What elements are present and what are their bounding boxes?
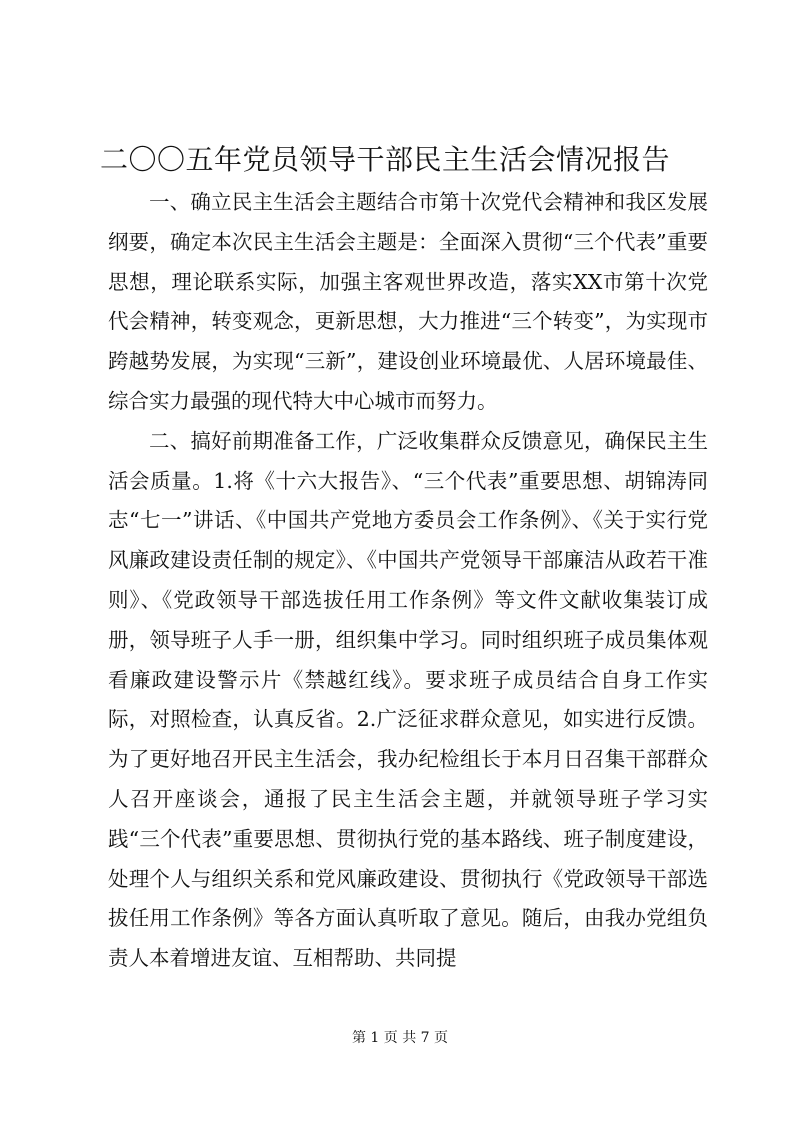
document-body xyxy=(108,183,708,979)
page-title: 二〇〇五年党员领导干部民主生活会情况报告 xyxy=(100,143,671,176)
page-footer: 第 1 页 共 7 页 xyxy=(351,1030,449,1046)
paragraph-theme: 一、确立民主生活会主题结合市第十次党代会精神和我区发展纲要，确定本次民主生活会主题是：全面深入贯彻“三个代表”重要思想，理论联系实际，加强主客观世界改造，落实XX市第十次党代会精神，转变观念，更新思想，大力推进“三个转变”，为实现市跨越势发展，为实现“三新”，建设创业环境最优、人居环境最佳、综合实力最强的现代特大中心城市而努力。 xyxy=(108,190,708,413)
paragraph-preparation: 二、搞好前期准备工作，广泛收集群众反馈意见，确保民主生活会质量。1.将《十六大报告》、“三个代表”重要思想、胡锦涛同志“七一”讲话、《中国共产党地方委员会工作条例》、《关于实行党风廉政建设责任制的规定》、《中国共产党领导干部廉洁从政若干准则》、《党政领导干部选拔任用工作条例》等文件文献收集装订成册，领导班子人手一册，组织集中学习。同时组织班子成员集体观看廉政建设警示片《禁越红线》。要求班子成员结合自身工作实际，对照检查，认真反省。2.广泛征求群众意见，如实进行反馈。为了更好地召开民主生活会，我办纪检组长于本月日召集干部群众人召开座谈会，通报了民主生活会主题，并就领导班子学习实践“三个代表”重要思想、贯彻执行党的基本路线、班子制度建设，处理个人与组织关系和党风廉政建设、贯彻执行《党政领导干部选拔任用工作条例》等各方面认真听取了意见。随后，由我办党组负责人本着增进友谊、互相帮助、共同提 xyxy=(108,428,708,971)
